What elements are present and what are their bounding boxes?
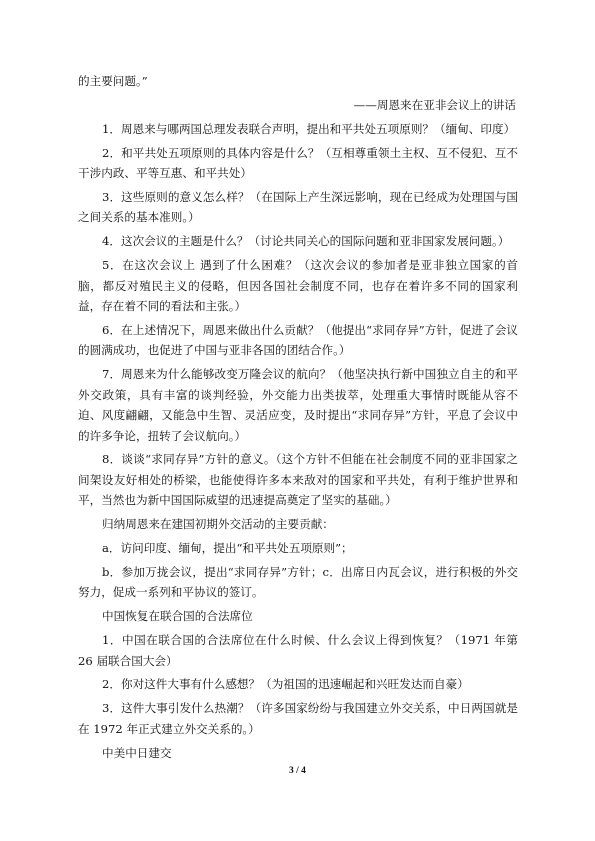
quote-source: ——周恩来在亚非会议上的讲话 xyxy=(353,97,516,112)
question-7: 7．周恩来为什么能够改变万隆会议的航向？（他坚决执行新中国独立自主的和平外交政策，具有丰富的谈判经验，外交能力出类拔萃，处理重大事情时既能从容不迫、风度翩翩，又能急中生智、灵活应变，及时提出“求同存异”方针，平息了会议中的许多争论，扭转了会议航向。） xyxy=(78,367,518,443)
un-question-3: 3．这件大事引发什么热潮？（许多国家纷纷与我国建立外交关系，中日两国就是在 1972 年正式建立外交关系的。） xyxy=(78,701,518,736)
section-heading-sino-relations: 中美中日建交 xyxy=(102,745,172,760)
question-6: 6．在上述情况下，周恩来做出什么贡献？（他提出“求同存异”方针，促进了会议的圆满成功，也促进了中国与亚非各国的团结合作。） xyxy=(78,322,518,358)
summary-item-a: a．访问印度、缅甸，提出“和平共处五项原则”； xyxy=(102,541,353,556)
page-number: 3 / 4 xyxy=(289,766,306,776)
question-5: 5．在这次会议上 遇到了什么困难？（这次会议的参加者是亚非独立国家的首脑，都反对殖民主义的侵略，但因各国社会制度不同，也存在着许多不同的国家利益，存在着不同的看法和主张。） xyxy=(78,258,518,314)
section-heading-un-seat: 中国恢复在联合国的合法席位 xyxy=(102,609,253,624)
summary-heading: 归纳周恩来在建国初期外交活动的主要贡献： xyxy=(102,517,334,532)
question-3: 3．这些原则的意义怎么样？（在国际上产生深远影响，现在已经成为处理国与国之间关系的基本准则。） xyxy=(78,190,518,225)
quote-tail: 的主要问题。” xyxy=(78,74,148,88)
un-question-1: 1．中国在联合国的合法席位在什么时候、什么会议上得到恢复？（1971 年第 26 届联合国大会） xyxy=(78,633,518,668)
question-8: 8．谈谈“求同存异”方针的意义。（这个方针不但能在社会制度不同的亚非国家之间架设友好相处的桥梁，也能使得许多本来敌对的国家和平共处，有利于维护世界和平，当然也为新中国国际威望的迅速提高奠定了坚实的基础。） xyxy=(78,452,518,508)
un-question-2: 2．你对这件大事有什么感想？（为祖国的迅速崛起和兴旺发达而自豪） xyxy=(102,677,469,692)
question-1: 1．周恩来与哪两国总理发表联合声明，提出和平共处五项原则？（缅甸、印度） xyxy=(102,121,516,136)
question-4: 4．这次会议的主题是什么？（讨论共同关心的国际问题和亚非国家发展问题。） xyxy=(102,234,510,249)
summary-item-b: b．参加万拢会议，提出“求同存异”方针；c．出席日内瓦会议，进行积极的外交努力，促成一系列和平协议的签订。 xyxy=(78,564,518,600)
question-2: 2．和平共处五项原则的具体内容是什么？（互相尊重领土主权、互不侵犯、互不干涉内政、平等互惠、和平共处） xyxy=(78,145,518,181)
document-body xyxy=(78,71,518,767)
